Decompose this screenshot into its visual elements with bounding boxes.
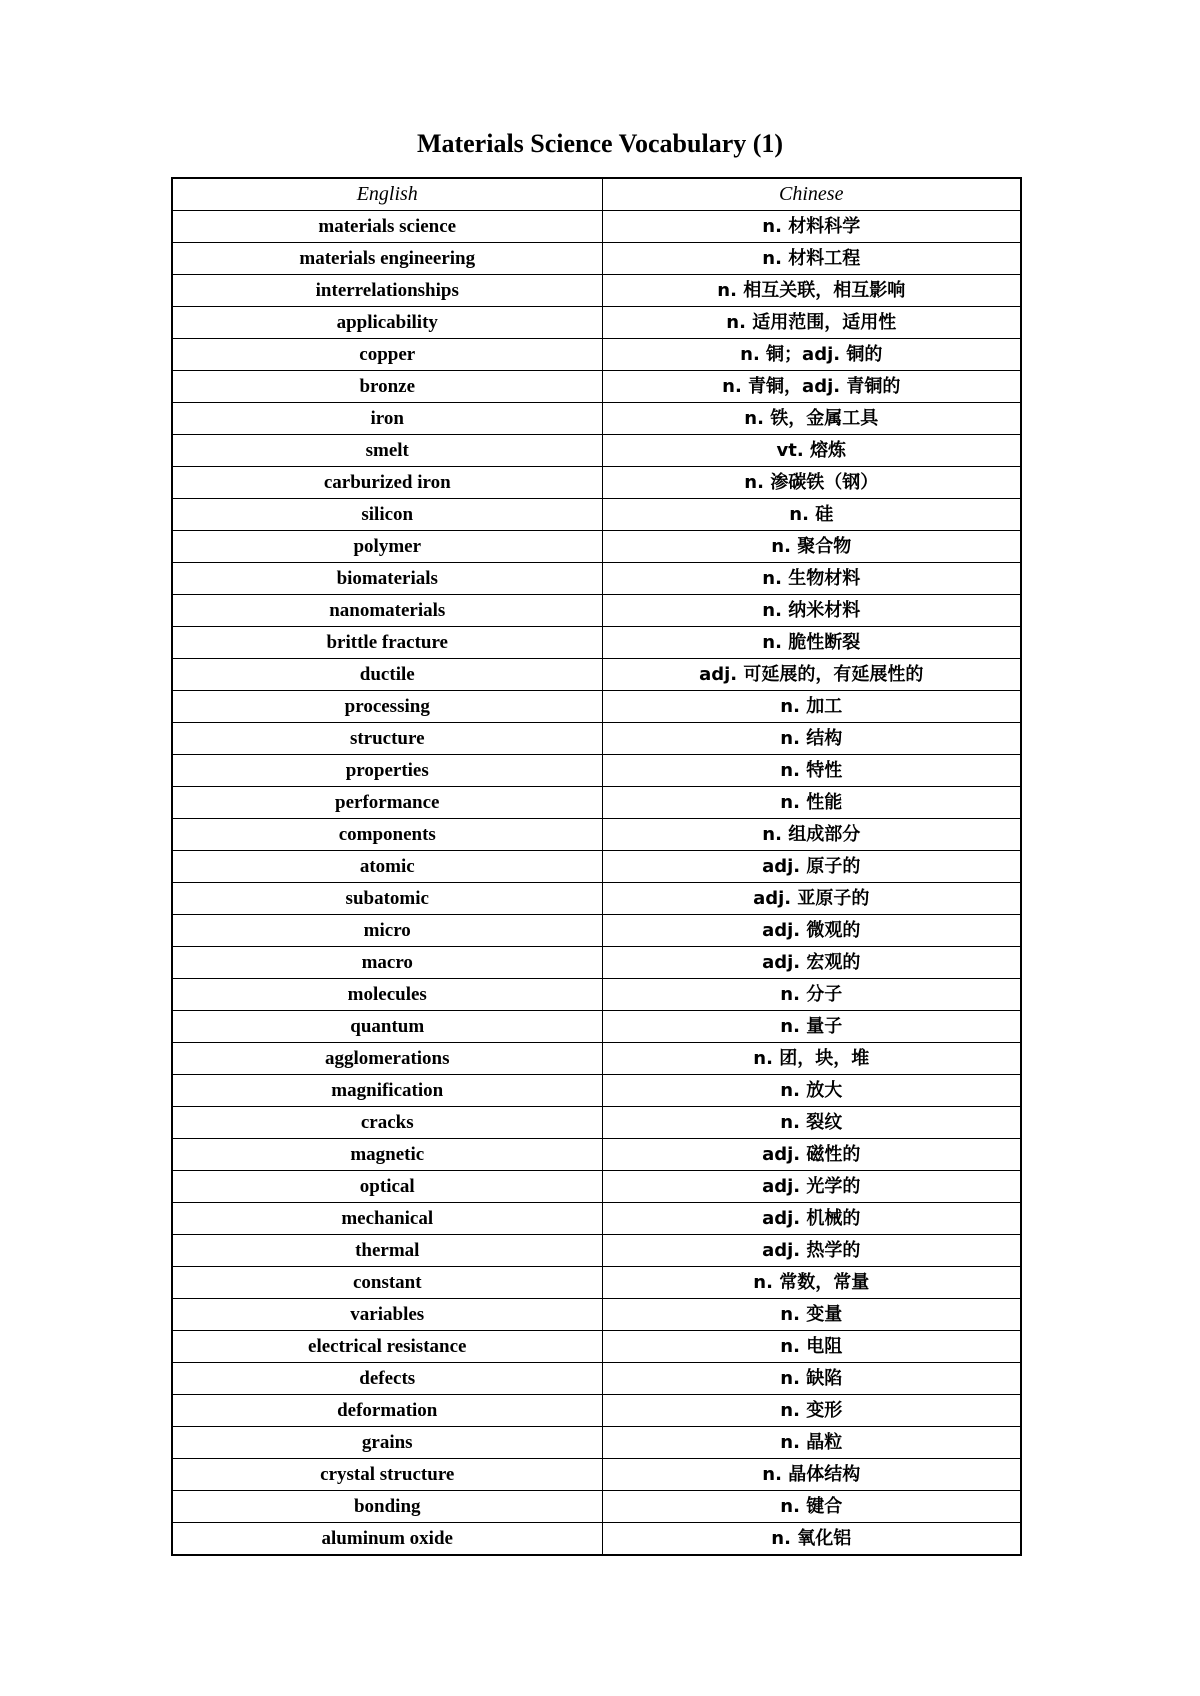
english-term-cell: structure: [172, 723, 602, 755]
vocabulary-table: [171, 177, 1022, 1556]
english-term-cell: constant: [172, 1267, 602, 1299]
table-row: [172, 499, 1021, 531]
english-term-cell: performance: [172, 787, 602, 819]
english-term-cell: copper: [172, 339, 602, 371]
table-row: [172, 403, 1021, 435]
chinese-translation-cell: n. 相互关联，相互影响: [602, 275, 1021, 307]
chinese-translation-cell: adj. 热学的: [602, 1235, 1021, 1267]
chinese-translation-cell: adj. 光学的: [602, 1171, 1021, 1203]
english-term-cell: subatomic: [172, 883, 602, 915]
table-row: [172, 1427, 1021, 1459]
chinese-translation-cell: adj. 亚原子的: [602, 883, 1021, 915]
table-row: [172, 1043, 1021, 1075]
chinese-translation-cell: adj. 机械的: [602, 1203, 1021, 1235]
table-row: [172, 1203, 1021, 1235]
chinese-translation-cell: n. 常数，常量: [602, 1267, 1021, 1299]
english-term-cell: carburized iron: [172, 467, 602, 499]
chinese-translation-cell: n. 变形: [602, 1395, 1021, 1427]
table-row: [172, 211, 1021, 243]
column-header-english: English: [172, 178, 602, 211]
chinese-translation-cell: adj. 磁性的: [602, 1139, 1021, 1171]
table-row: [172, 1139, 1021, 1171]
table-row: [172, 563, 1021, 595]
chinese-translation-cell: n. 放大: [602, 1075, 1021, 1107]
english-term-cell: grains: [172, 1427, 602, 1459]
english-term-cell: applicability: [172, 307, 602, 339]
table-row: [172, 1011, 1021, 1043]
table-row: [172, 691, 1021, 723]
chinese-translation-cell: n. 渗碳铁（钢）: [602, 467, 1021, 499]
chinese-translation-cell: n. 材料工程: [602, 243, 1021, 275]
chinese-translation-cell: n. 生物材料: [602, 563, 1021, 595]
chinese-translation-cell: n. 硅: [602, 499, 1021, 531]
table-row: [172, 1459, 1021, 1491]
table-row: [172, 723, 1021, 755]
table-row: [172, 819, 1021, 851]
table-row: [172, 1395, 1021, 1427]
table-body: [172, 211, 1021, 1556]
table-row: [172, 243, 1021, 275]
table-row: [172, 1075, 1021, 1107]
table-row: [172, 1299, 1021, 1331]
page-title: Materials Science Vocabulary (1): [416, 129, 784, 158]
chinese-translation-cell: adj. 宏观的: [602, 947, 1021, 979]
english-term-cell: components: [172, 819, 602, 851]
table-row: [172, 1491, 1021, 1523]
english-term-cell: properties: [172, 755, 602, 787]
table-row: [172, 755, 1021, 787]
table-header-row: [172, 178, 1021, 211]
table-row: [172, 915, 1021, 947]
table-row: [172, 1235, 1021, 1267]
table-row: [172, 1267, 1021, 1299]
english-term-cell: materials engineering: [172, 243, 602, 275]
english-term-cell: agglomerations: [172, 1043, 602, 1075]
english-term-cell: smelt: [172, 435, 602, 467]
chinese-translation-cell: n. 铁，金属工具: [602, 403, 1021, 435]
chinese-translation-cell: n. 变量: [602, 1299, 1021, 1331]
english-term-cell: micro: [172, 915, 602, 947]
table-row: [172, 531, 1021, 563]
column-header-chinese: Chinese: [602, 178, 1021, 211]
english-term-cell: electrical resistance: [172, 1331, 602, 1363]
english-term-cell: materials science: [172, 211, 602, 243]
english-term-cell: mechanical: [172, 1203, 602, 1235]
chinese-translation-cell: n. 特性: [602, 755, 1021, 787]
chinese-translation-cell: n. 量子: [602, 1011, 1021, 1043]
english-term-cell: iron: [172, 403, 602, 435]
chinese-translation-cell: n. 适用范围，适用性: [602, 307, 1021, 339]
english-term-cell: cracks: [172, 1107, 602, 1139]
chinese-translation-cell: n. 裂纹: [602, 1107, 1021, 1139]
chinese-translation-cell: n. 材料科学: [602, 211, 1021, 243]
chinese-translation-cell: adj. 原子的: [602, 851, 1021, 883]
english-term-cell: ductile: [172, 659, 602, 691]
english-term-cell: silicon: [172, 499, 602, 531]
english-term-cell: bonding: [172, 1491, 602, 1523]
english-term-cell: bronze: [172, 371, 602, 403]
chinese-translation-cell: n. 电阻: [602, 1331, 1021, 1363]
chinese-translation-cell: n. 结构: [602, 723, 1021, 755]
table-row: [172, 659, 1021, 691]
table-row: [172, 275, 1021, 307]
chinese-translation-cell: n. 氧化铝: [602, 1523, 1021, 1556]
chinese-translation-cell: n. 纳米材料: [602, 595, 1021, 627]
english-term-cell: thermal: [172, 1235, 602, 1267]
english-term-cell: magnetic: [172, 1139, 602, 1171]
table-row: [172, 1107, 1021, 1139]
english-term-cell: optical: [172, 1171, 602, 1203]
chinese-translation-cell: n. 晶体结构: [602, 1459, 1021, 1491]
chinese-translation-cell: adj. 微观的: [602, 915, 1021, 947]
table-row: [172, 1331, 1021, 1363]
table-row: [172, 1523, 1021, 1556]
english-term-cell: atomic: [172, 851, 602, 883]
chinese-translation-cell: n. 分子: [602, 979, 1021, 1011]
chinese-translation-cell: n. 脆性断裂: [602, 627, 1021, 659]
english-term-cell: crystal structure: [172, 1459, 602, 1491]
table-row: [172, 595, 1021, 627]
chinese-translation-cell: n. 加工: [602, 691, 1021, 723]
chinese-translation-cell: vt. 熔炼: [602, 435, 1021, 467]
chinese-translation-cell: n. 铜；adj. 铜的: [602, 339, 1021, 371]
chinese-translation-cell: n. 青铜，adj. 青铜的: [602, 371, 1021, 403]
english-term-cell: defects: [172, 1363, 602, 1395]
chinese-translation-cell: n. 团，块，堆: [602, 1043, 1021, 1075]
table-row: [172, 947, 1021, 979]
table-row: [172, 435, 1021, 467]
english-term-cell: molecules: [172, 979, 602, 1011]
table-row: [172, 467, 1021, 499]
chinese-translation-cell: n. 晶粒: [602, 1427, 1021, 1459]
english-term-cell: magnification: [172, 1075, 602, 1107]
english-term-cell: interrelationships: [172, 275, 602, 307]
english-term-cell: brittle fracture: [172, 627, 602, 659]
english-term-cell: quantum: [172, 1011, 602, 1043]
english-term-cell: macro: [172, 947, 602, 979]
english-term-cell: variables: [172, 1299, 602, 1331]
english-term-cell: aluminum oxide: [172, 1523, 602, 1556]
english-term-cell: deformation: [172, 1395, 602, 1427]
table-row: [172, 787, 1021, 819]
table-row: [172, 371, 1021, 403]
english-term-cell: processing: [172, 691, 602, 723]
english-term-cell: polymer: [172, 531, 602, 563]
english-term-cell: biomaterials: [172, 563, 602, 595]
table-row: [172, 307, 1021, 339]
chinese-translation-cell: n. 聚合物: [602, 531, 1021, 563]
table-row: [172, 627, 1021, 659]
table-row: [172, 1171, 1021, 1203]
chinese-translation-cell: adj. 可延展的，有延展性的: [602, 659, 1021, 691]
chinese-translation-cell: n. 键合: [602, 1491, 1021, 1523]
english-term-cell: nanomaterials: [172, 595, 602, 627]
chinese-translation-cell: n. 性能: [602, 787, 1021, 819]
table-row: [172, 1363, 1021, 1395]
table-row: [172, 851, 1021, 883]
table-row: [172, 979, 1021, 1011]
chinese-translation-cell: n. 组成部分: [602, 819, 1021, 851]
table-row: [172, 339, 1021, 371]
chinese-translation-cell: n. 缺陷: [602, 1363, 1021, 1395]
table-row: [172, 883, 1021, 915]
